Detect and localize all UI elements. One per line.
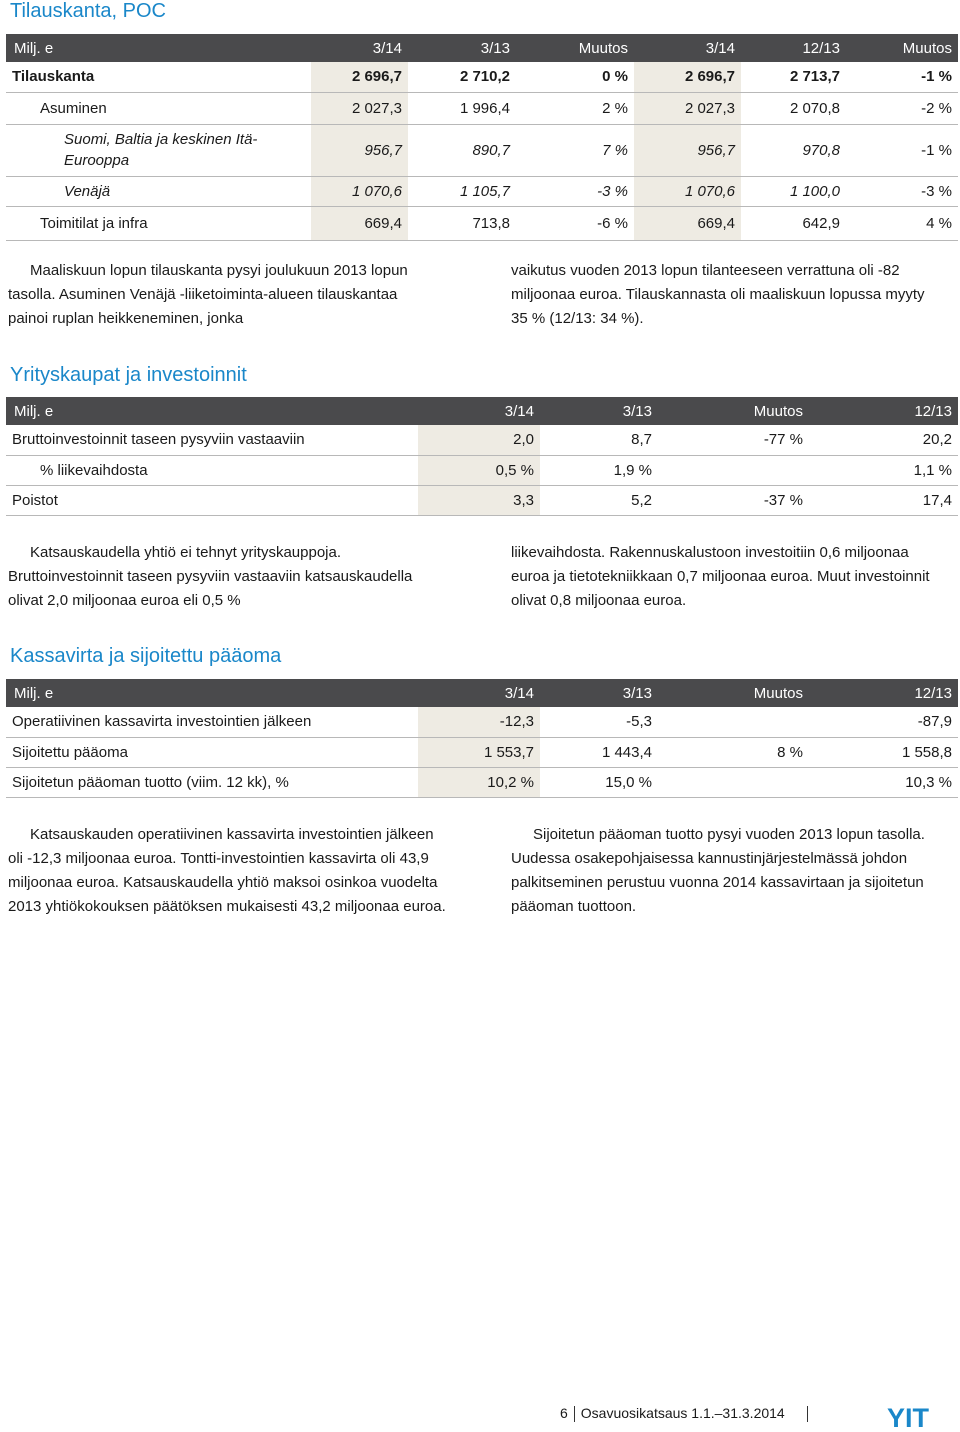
cell: -5,3 bbox=[540, 707, 658, 737]
cell: 1 558,8 bbox=[809, 737, 958, 767]
table-row bbox=[6, 206, 958, 240]
footer-divider bbox=[807, 1406, 808, 1422]
column-header: 3/14 bbox=[418, 397, 540, 425]
row-label-line: Eurooppa bbox=[64, 152, 130, 169]
cell: 8 % bbox=[658, 737, 809, 767]
cell: -1 % bbox=[846, 124, 958, 176]
row-label: Bruttoinvestoinnit taseen pysyviin vastaaviin bbox=[6, 425, 418, 455]
cell: -1 % bbox=[846, 62, 958, 92]
cell: 2 696,7 bbox=[634, 62, 741, 92]
cell: 1 070,6 bbox=[311, 176, 408, 206]
cell bbox=[658, 707, 809, 737]
cell: 0,5 % bbox=[418, 455, 540, 485]
cell: 20,2 bbox=[809, 425, 958, 455]
table-row bbox=[6, 124, 958, 176]
column-header: Muutos bbox=[658, 397, 809, 425]
cell: 1,9 % bbox=[540, 455, 658, 485]
cell: 17,4 bbox=[809, 485, 958, 515]
cashflow-table bbox=[6, 679, 958, 798]
orders-table bbox=[6, 34, 958, 241]
row-label bbox=[6, 124, 311, 176]
column-header: 3/14 bbox=[418, 679, 540, 707]
table-header bbox=[6, 34, 958, 62]
column-header: 12/13 bbox=[809, 397, 958, 425]
row-label: Poistot bbox=[6, 485, 418, 515]
cell: 1 070,6 bbox=[634, 176, 741, 206]
page-number: 6 bbox=[560, 1405, 568, 1421]
yit-logo bbox=[860, 1404, 956, 1430]
cell: 2 713,7 bbox=[741, 62, 846, 92]
column-header: 12/13 bbox=[741, 34, 846, 62]
column-header: 3/13 bbox=[408, 34, 516, 62]
cell: 2 027,3 bbox=[311, 92, 408, 124]
column-header: 3/14 bbox=[311, 34, 408, 62]
acquisitions-text-left: Katsauskaudella yhtiö ei tehnyt yrityskauppoja. Bruttoinvestoinnit taseen pysyviin vastaaviin katsauskaudella olivat 2,0 miljoonaa euroa eli 0,5 % bbox=[8, 544, 413, 609]
column-header: Milj. e bbox=[6, 34, 311, 62]
cell: 1 100,0 bbox=[741, 176, 846, 206]
row-label: Toimitilat ja infra bbox=[6, 206, 311, 240]
cell: 2 027,3 bbox=[634, 92, 741, 124]
cell: -3 % bbox=[516, 176, 634, 206]
logo-text: YIT bbox=[886, 1404, 930, 1430]
table-row bbox=[6, 425, 958, 455]
row-label: % liikevaihdosta bbox=[6, 455, 418, 485]
cell: 8,7 bbox=[540, 425, 658, 455]
cell: 2 710,2 bbox=[408, 62, 516, 92]
table-row bbox=[6, 485, 958, 515]
cell: 2 070,8 bbox=[741, 92, 846, 124]
cell: 3,3 bbox=[418, 485, 540, 515]
table-row bbox=[6, 176, 958, 206]
section-title-acquisitions: Yrityskaupat ja investoinnit bbox=[10, 364, 247, 386]
cell: 1 553,7 bbox=[418, 737, 540, 767]
table-row bbox=[6, 92, 958, 124]
cell: 10,2 % bbox=[418, 767, 540, 797]
cell: 1 443,4 bbox=[540, 737, 658, 767]
orders-text-left: Maaliskuun lopun tilauskanta pysyi joulukuun 2013 lopun tasolla. Asuminen Venäjä -liiketoiminta-alueen tilauskantaa painoi ruplan heikkeneminen, jonka bbox=[8, 262, 408, 327]
cell: 7 % bbox=[516, 124, 634, 176]
cell: 713,8 bbox=[408, 206, 516, 240]
cell: 2 696,7 bbox=[311, 62, 408, 92]
cell: 2 % bbox=[516, 92, 634, 124]
column-header: Muutos bbox=[516, 34, 634, 62]
cell: -6 % bbox=[516, 206, 634, 240]
section-title-orders: Tilauskanta, POC bbox=[10, 0, 166, 22]
cell: 1,1 % bbox=[809, 455, 958, 485]
cell bbox=[658, 455, 809, 485]
row-label-line: Suomi, Baltia ja keskinen Itä- bbox=[64, 131, 258, 148]
cell: 956,7 bbox=[634, 124, 741, 176]
table-header bbox=[6, 397, 958, 425]
row-label: Venäjä bbox=[6, 176, 311, 206]
cell: 956,7 bbox=[311, 124, 408, 176]
cashflow-text-left: Katsauskauden operatiivinen kassavirta investointien jälkeen oli -12,3 miljoonaa euroa. Tontti-investointien kassavirta oli 43,9 miljoonaa euroa. Katsauskaudella yhtiö maksoi osinkoa vuodelta 2013 yhtiökokouksen päätöksen mukaisesti 43,2 miljoonaa euroa. bbox=[8, 826, 446, 915]
cell: -37 % bbox=[658, 485, 809, 515]
cell: 15,0 % bbox=[540, 767, 658, 797]
cell: 1 105,7 bbox=[408, 176, 516, 206]
cell: 0 % bbox=[516, 62, 634, 92]
table-row bbox=[6, 62, 958, 92]
cell: -87,9 bbox=[809, 707, 958, 737]
column-header: 12/13 bbox=[809, 679, 958, 707]
cell: 2,0 bbox=[418, 425, 540, 455]
row-label: Tilauskanta bbox=[6, 62, 311, 92]
acquisitions-text-right: liikevaihdosta. Rakennuskalustoon investoitiin 0,6 miljoonaa euroa ja tietotekniikkaan 0,7 miljoonaa euroa. Muut investoinnit olivat 0,8 miljoonaa euroa. bbox=[511, 544, 930, 609]
table-row bbox=[6, 707, 958, 737]
cell: -3 % bbox=[846, 176, 958, 206]
cell: -12,3 bbox=[418, 707, 540, 737]
cell: 10,3 % bbox=[809, 767, 958, 797]
cell: 669,4 bbox=[634, 206, 741, 240]
cell: 5,2 bbox=[540, 485, 658, 515]
cell: 669,4 bbox=[311, 206, 408, 240]
column-header: 3/13 bbox=[540, 679, 658, 707]
column-header: 3/14 bbox=[634, 34, 741, 62]
row-label: Operatiivinen kassavirta investointien jälkeen bbox=[6, 707, 418, 737]
cell: 4 % bbox=[846, 206, 958, 240]
footer-divider bbox=[574, 1406, 575, 1422]
cell: -77 % bbox=[658, 425, 809, 455]
cell: 890,7 bbox=[408, 124, 516, 176]
cell: 970,8 bbox=[741, 124, 846, 176]
document-title: Osavuosikatsaus 1.1.–31.3.2014 bbox=[580, 1405, 785, 1421]
section-title-cashflow: Kassavirta ja sijoitettu pääoma bbox=[10, 645, 282, 667]
table-row bbox=[6, 455, 958, 485]
cell: 642,9 bbox=[741, 206, 846, 240]
row-label: Sijoitettu pääoma bbox=[6, 737, 418, 767]
table-row bbox=[6, 767, 958, 797]
column-header: 3/13 bbox=[540, 397, 658, 425]
acquisitions-table bbox=[6, 397, 958, 516]
cell bbox=[658, 767, 809, 797]
page-footer bbox=[560, 1405, 850, 1422]
cashflow-text-right: Sijoitetun pääoman tuotto pysyi vuoden 2013 lopun tasolla. Uudessa osakepohjaisessa kannustinjärjestelmässä johdon palkitseminen perustuu vuonna 2014 kassavirtaan ja sijoitetun pääoman tuottoon. bbox=[511, 826, 925, 915]
cell: 1 996,4 bbox=[408, 92, 516, 124]
table-row bbox=[6, 737, 958, 767]
row-label: Asuminen bbox=[6, 92, 311, 124]
cell: -2 % bbox=[846, 92, 958, 124]
column-header: Muutos bbox=[658, 679, 809, 707]
column-header: Muutos bbox=[846, 34, 958, 62]
column-header: Milj. e bbox=[6, 397, 418, 425]
table-header bbox=[6, 679, 958, 707]
column-header: Milj. e bbox=[6, 679, 418, 707]
orders-text-right: vaikutus vuoden 2013 lopun tilanteeseen verrattuna oli -82 miljoonaa euroa. Tilauskannasta oli maaliskuun lopussa myyty 35 % (12/13: 34 %). bbox=[511, 262, 925, 327]
row-label: Sijoitetun pääoman tuotto (viim. 12 kk), % bbox=[6, 767, 418, 797]
